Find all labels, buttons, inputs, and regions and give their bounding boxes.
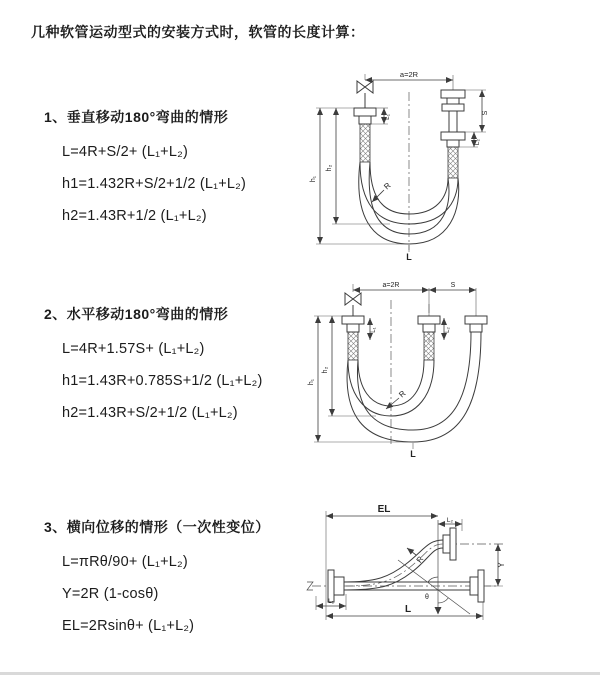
middle-flange [418, 288, 440, 360]
page-title: 几种软管运动型式的安装方式时，软管的长度计算： [31, 24, 365, 40]
pointer-triangle [435, 607, 442, 615]
formula-line: L=πRθ/90+ (L₁+L₂) [62, 554, 188, 570]
section-2-heading: 2、水平移动180°弯曲的情形 [44, 306, 229, 322]
svg-text:L₂: L₂ [445, 327, 451, 333]
svg-text:R: R [397, 388, 408, 400]
svg-text:θ: θ [425, 594, 429, 601]
svg-text:L: L [410, 449, 416, 459]
valve-icon [357, 81, 365, 93]
flange [342, 316, 364, 324]
svg-text:h₁: h₁ [308, 378, 315, 386]
formula-line: h1=1.43R+0.785S+1/2 (L₁+L₂) [62, 373, 263, 389]
svg-text:h₂: h₂ [322, 366, 329, 374]
valve-icon [345, 293, 353, 305]
radius-callout [372, 181, 393, 202]
left-valve-flange [354, 74, 376, 162]
formula-line: Y=2R (1-cosθ) [62, 586, 159, 602]
section-3-heading: 3、横向位移的情形（一次性变位） [44, 519, 270, 535]
hose-braid [360, 124, 370, 162]
dimension-l1 [370, 318, 377, 340]
flange-plate [450, 528, 456, 560]
flange [465, 316, 487, 324]
dimension-y [486, 544, 506, 586]
right-flange [465, 288, 487, 332]
svg-text:L₂: L₂ [474, 138, 481, 146]
hose-braid [348, 332, 358, 360]
flange [354, 108, 376, 116]
hose-curves [347, 332, 481, 442]
dimension-l [326, 568, 483, 620]
flange-hub [347, 324, 359, 332]
section-2 [44, 303, 263, 429]
formula-line: EL=2Rsinθ+ (L₁+L₂) [62, 618, 195, 634]
svg-text:R: R [382, 180, 393, 192]
flange-hub [443, 535, 450, 553]
svg-text:L₂: L₂ [446, 517, 454, 524]
length-label [410, 443, 416, 459]
svg-text:S: S [482, 110, 489, 116]
flange-hub [334, 577, 344, 595]
diagram-vertical-180-bend [308, 66, 588, 261]
dimension-s [465, 90, 489, 132]
upper-right-flange [443, 528, 503, 560]
flange-hub [470, 577, 478, 595]
flange [441, 132, 465, 140]
length-label [406, 245, 412, 261]
right-flange-stack [441, 75, 465, 178]
svg-text:L₁: L₁ [328, 598, 334, 605]
valve-icon [353, 293, 361, 305]
left-valve-flange [342, 284, 364, 360]
svg-text:L: L [404, 604, 412, 615]
flange-hub [447, 98, 459, 104]
flange [442, 104, 464, 111]
diagram-lateral-displacement [298, 498, 598, 663]
svg-text:Y: Y [497, 562, 506, 568]
svg-text:h₂: h₂ [326, 164, 333, 172]
flange-plate [478, 570, 484, 602]
flange-hub [359, 116, 371, 124]
section-3 [44, 516, 270, 642]
svg-text:a=2R: a=2R [399, 70, 419, 79]
dimension-s [429, 282, 476, 290]
dimension-a2r [353, 282, 429, 290]
hose-braid [448, 147, 458, 178]
svg-text:EL: EL [377, 504, 391, 515]
dimension-a2r [365, 70, 453, 80]
section-1-heading: 1、垂直移动180°弯曲的情形 [44, 109, 229, 125]
dimension-l2 [444, 318, 451, 340]
flange [441, 90, 465, 98]
hose-braid [424, 332, 434, 360]
formula-line: L=4R+1.57S+ (L₁+L₂) [62, 341, 205, 357]
valve-icon [365, 81, 373, 93]
svg-text:a=2R: a=2R [382, 282, 400, 289]
angle-construction [398, 520, 470, 615]
flange-hub [423, 324, 435, 332]
flange-hub [470, 324, 482, 332]
svg-text:L: L [406, 252, 412, 261]
flange-hub [447, 140, 459, 147]
svg-text:L₁: L₁ [384, 114, 391, 120]
svg-text:h₁: h₁ [310, 175, 317, 183]
lower-right-flange [470, 570, 484, 602]
formula-line: h2=1.43R+S/2+1/2 (L₁+L₂) [62, 405, 238, 421]
section-1 [44, 106, 246, 232]
svg-text:R: R [414, 554, 426, 565]
diagram-horizontal-180-bend [306, 276, 596, 461]
flange [418, 316, 440, 324]
formula-line: h2=1.43R+1/2 (L₁+L₂) [62, 208, 207, 224]
formula-line: h1=1.432R+S/2+1/2 (L₁+L₂) [62, 176, 247, 192]
formula-line: L=4R+S/2+ (L₁+L₂) [62, 144, 188, 160]
svg-text:L₁: L₁ [371, 327, 377, 333]
svg-text:S: S [450, 282, 456, 289]
dimension-h2 [326, 108, 393, 224]
